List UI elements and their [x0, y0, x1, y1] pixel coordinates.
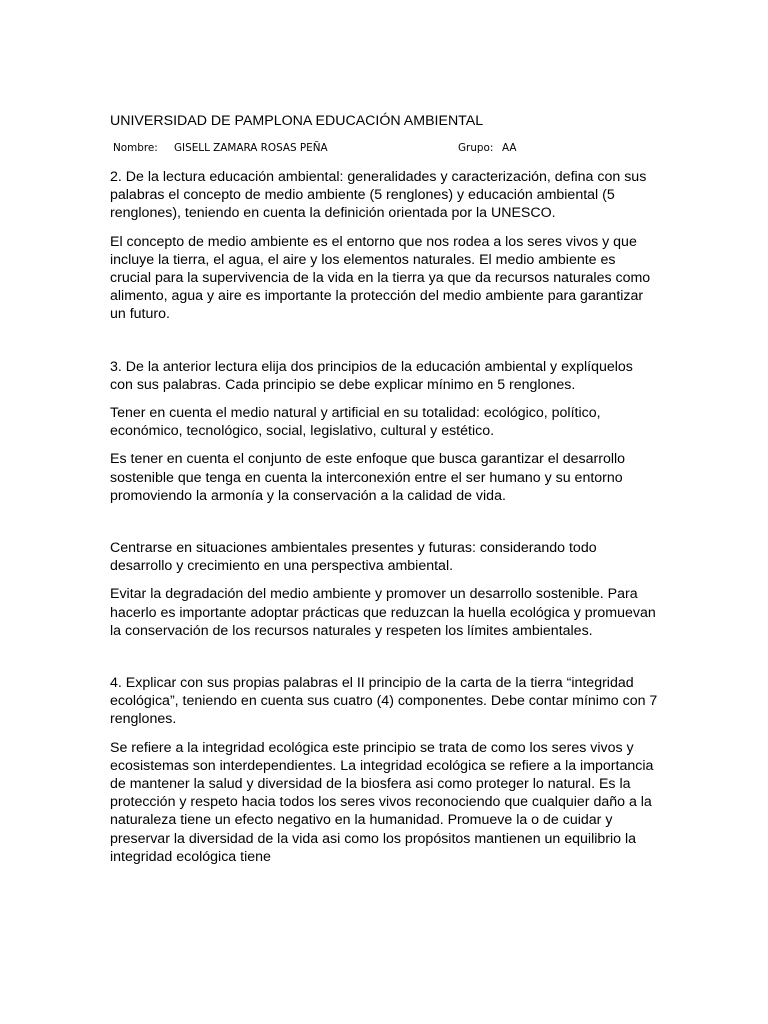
- document-title: UNIVERSIDAD DE PAMPLONA EDUCACIÓN AMBIENTAL: [110, 113, 484, 129]
- document-page: [110, 112, 658, 866]
- group-value: AA: [502, 142, 517, 154]
- principle-2-explanation: Evitar la degradación del medio ambiente y promover un desarrollo sostenible. Para hacerlo es importante adoptar prácticas que reduzcan la huella ecológica y promuevan la conservación de los recursos naturales y respeten los límites ambientales.: [110, 586, 656, 639]
- name-label: Nombre:: [113, 142, 158, 154]
- principle-1: Tener en cuenta el medio natural y artificial en su totalidad: ecológico, político, económico, tecnológico, social, legislativo, cultural y estético.: [110, 405, 601, 440]
- group-label: Grupo:: [458, 142, 494, 154]
- student-info: [110, 141, 658, 155]
- question-3: 3. De la anterior lectura elija dos principios de la educación ambiental y explíquelos con sus palabras. Cada principio se debe explicar mínimo en 5 renglones.: [110, 358, 633, 393]
- answer-4: Se refiere a la integridad ecológica este principio se trata de como los seres vivos y ecosistemas son interdependientes. La integridad ecológica se refiere a la importancia de mantener la salud y diversidad de la biosfera asi como proteger lo natural. Es la protección y respeto hacia todos los seres vivos reconociendo que cualquier daño a la naturaleza tiene un efecto negativo en la humanidad. Promueve la o de cuidar y preservar la diversidad de la vida asi como los propósitos mantienen un equilibrio la integridad ecológica tiene: [110, 739, 654, 865]
- principle-1-explanation: Es tener en cuenta el conjunto de este enfoque que busca garantizar el desarrollo sostenible que tenga en cuenta la interconexión entre el ser humano y su entorno promoviendo la armonía y la conservación a la calidad de vida.: [110, 451, 626, 504]
- student-name: GISELL ZAMARA ROSAS PEÑA: [174, 142, 328, 154]
- principle-2: Centrarse en situaciones ambientales presentes y futuras: considerando todo desarrollo y crecimiento en una perspectiva ambiental.: [110, 540, 597, 575]
- answer-2: El concepto de medio ambiente es el entorno que nos rodea a los seres vivos y que incluye la tierra, el agua, el aire y los elementos naturales. El medio ambiente es crucial para la supervivencia de la vida en la tierra ya que da recursos naturales como alimento, agua y aire es importante la protección del medio ambiente para garantizar un futuro.: [110, 233, 651, 323]
- question-2: 2. De la lectura educación ambiental: generalidades y caracterización, defina con sus palabras el concepto de medio ambiente (5 renglones) y educación ambiental (5 renglones), teniendo en cuenta la definición orientada por la UNESCO.: [110, 169, 647, 222]
- question-4: 4. Explicar con sus propias palabras el II principio de la carta de la tierra “integridad ecológica”, teniendo en cuenta sus cuatro (4) componentes. Debe contar mínimo con 7 renglones.: [110, 675, 658, 728]
